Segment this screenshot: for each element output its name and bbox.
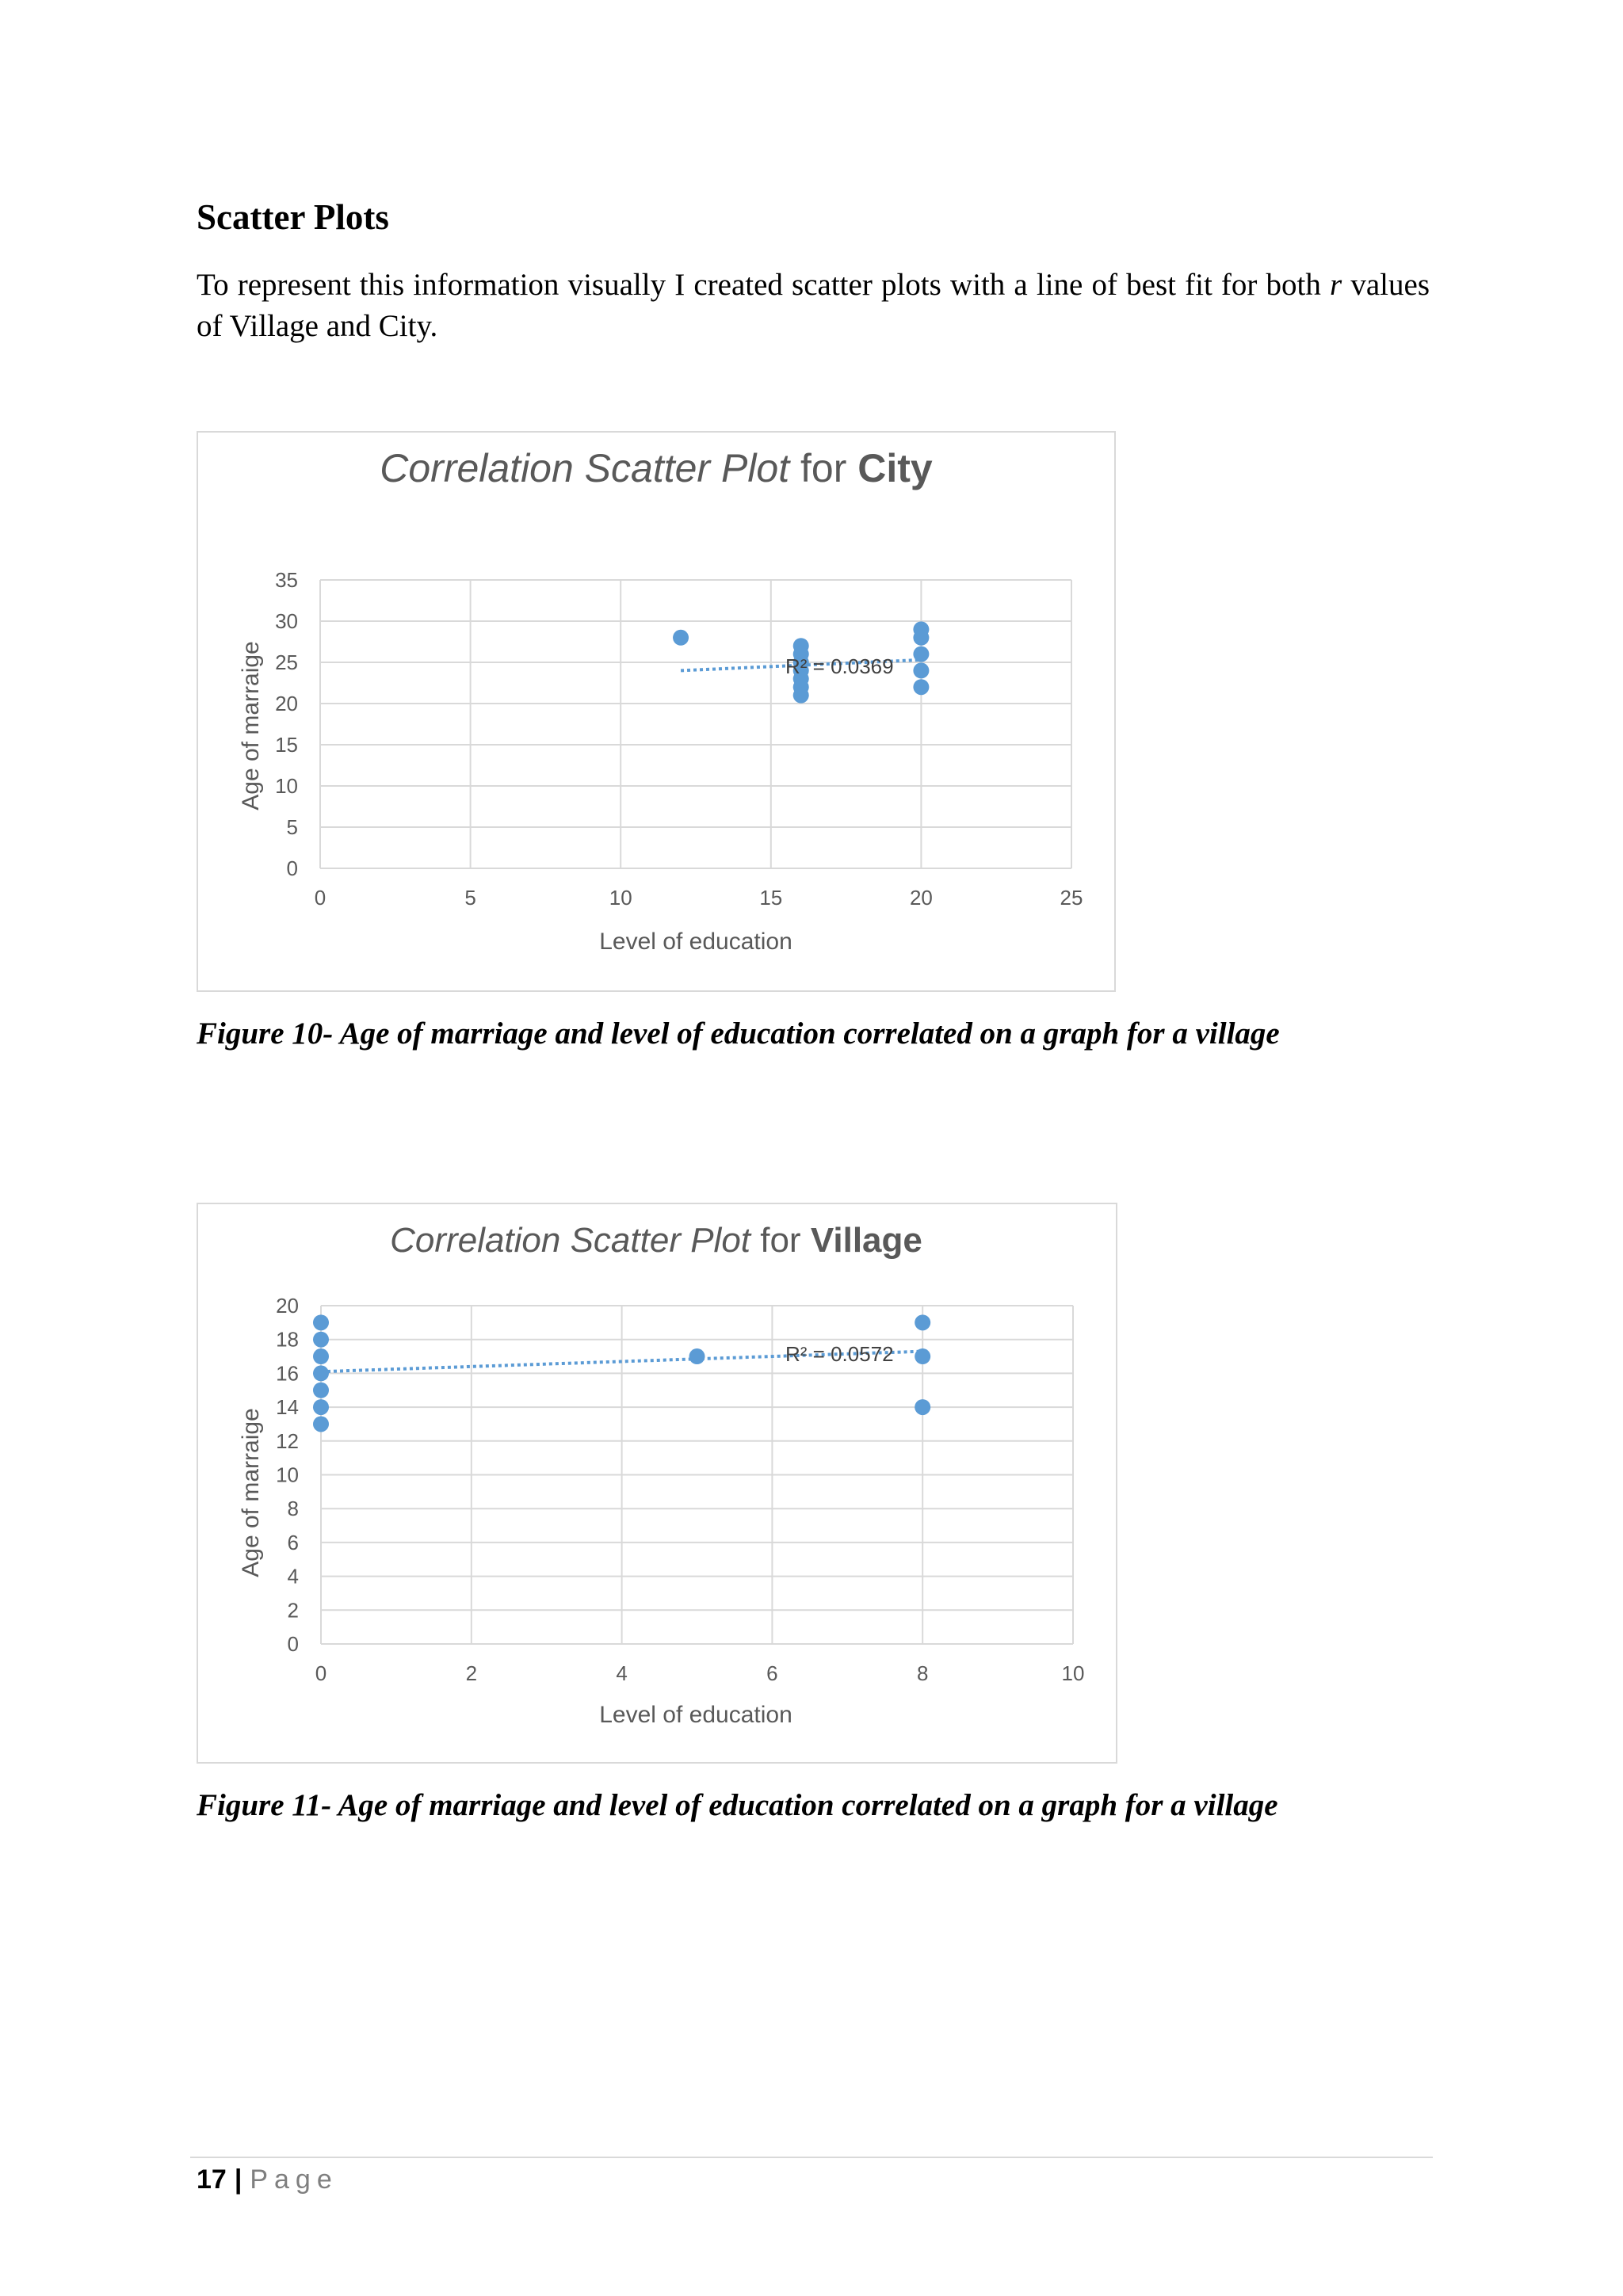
village-y-tick-label: 8 (287, 1497, 299, 1521)
village-y-tick-label: 16 (276, 1361, 299, 1386)
figure-11-caption: Figure 11- Age of marriage and level of education correlated on a graph for a village (197, 1788, 1278, 1822)
city-r-squared-label: R² = 0.0369 (785, 654, 894, 678)
city-data-point (793, 688, 809, 704)
city-x-tick-label: 20 (909, 886, 933, 910)
city-y-tick-label: 30 (275, 609, 298, 633)
village-y-tick-label: 20 (276, 1294, 299, 1318)
city-x-tick-label: 5 (464, 886, 476, 910)
page-label: Page (250, 2164, 338, 2195)
village-data-point (313, 1365, 329, 1381)
page-number: 17 (197, 2164, 227, 2195)
city-chart-title: Correlation Scatter Plot for City (380, 446, 933, 490)
village-data-point (915, 1348, 930, 1364)
city-y-tick-label: 25 (275, 650, 298, 674)
village-x-axis-label: Level of education (599, 1702, 792, 1728)
village-x-tick-label: 4 (616, 1661, 628, 1685)
section-heading: Scatter Plots (197, 197, 389, 237)
figure-10-caption: Figure 10- Age of marriage and level of education correlated on a graph for a village (197, 1016, 1280, 1051)
city-x-tick-label: 10 (609, 886, 632, 910)
village-data-point (915, 1314, 930, 1330)
city-x-axis-label: Level of education (599, 929, 792, 955)
village-data-point (313, 1383, 329, 1398)
village-y-axis-label: Age of marraige (238, 1408, 264, 1577)
village-r-squared-label: R² = 0.0572 (785, 1342, 894, 1366)
city-data-point (913, 630, 929, 646)
village-x-tick-label: 6 (766, 1661, 778, 1685)
village-data-point (313, 1348, 329, 1364)
village-scatter-chart (198, 1204, 1116, 1762)
city-y-tick-label: 5 (286, 815, 298, 839)
village-data-point (313, 1332, 329, 1348)
village-data-point (313, 1399, 329, 1415)
village-x-tick-label: 0 (315, 1661, 327, 1685)
village-data-point (313, 1314, 329, 1330)
city-y-tick-label: 0 (286, 856, 298, 880)
village-x-tick-label: 10 (1061, 1661, 1085, 1685)
village-x-tick-label: 2 (465, 1661, 478, 1685)
village-y-tick-label: 6 (287, 1530, 299, 1554)
city-data-point (913, 646, 929, 662)
village-x-tick-label: 8 (916, 1661, 929, 1685)
village-chart-container (197, 1203, 1117, 1764)
city-x-tick-label: 15 (759, 886, 783, 910)
intro-text-1: To represent this information visually I created scatter plots with a line of best fit for both (197, 268, 1331, 302)
intro-r-symbol: r (1330, 268, 1342, 302)
footer-separator: | (234, 2164, 242, 2195)
city-y-tick-label: 10 (275, 774, 298, 798)
village-data-point (689, 1348, 705, 1364)
city-data-point (673, 630, 689, 646)
village-y-tick-label: 10 (276, 1463, 299, 1487)
village-data-point (313, 1416, 329, 1432)
village-y-tick-label: 12 (276, 1428, 299, 1453)
city-data-point (913, 662, 929, 678)
city-scatter-chart (198, 433, 1114, 990)
village-chart-title: Correlation Scatter Plot for Village (390, 1221, 922, 1260)
village-y-tick-label: 0 (287, 1632, 299, 1656)
intro-text-2: values of Village and City. (197, 268, 1430, 343)
city-y-tick-label: 20 (275, 692, 298, 715)
city-y-tick-label: 35 (275, 568, 298, 592)
intro-paragraph (197, 265, 1430, 347)
city-y-tick-label: 15 (275, 733, 298, 757)
city-x-tick-label: 0 (314, 886, 327, 910)
page-footer (197, 2164, 338, 2195)
city-x-tick-label: 25 (1060, 886, 1083, 910)
footer-divider (190, 2157, 1433, 2158)
village-y-tick-label: 14 (276, 1395, 299, 1420)
city-y-axis-label: Age of marraige (238, 641, 264, 810)
village-y-tick-label: 18 (276, 1327, 299, 1352)
city-data-point (913, 679, 929, 695)
village-y-tick-label: 4 (287, 1564, 299, 1589)
village-y-tick-label: 2 (287, 1598, 299, 1623)
city-chart-container (197, 431, 1116, 992)
village-data-point (915, 1399, 930, 1415)
